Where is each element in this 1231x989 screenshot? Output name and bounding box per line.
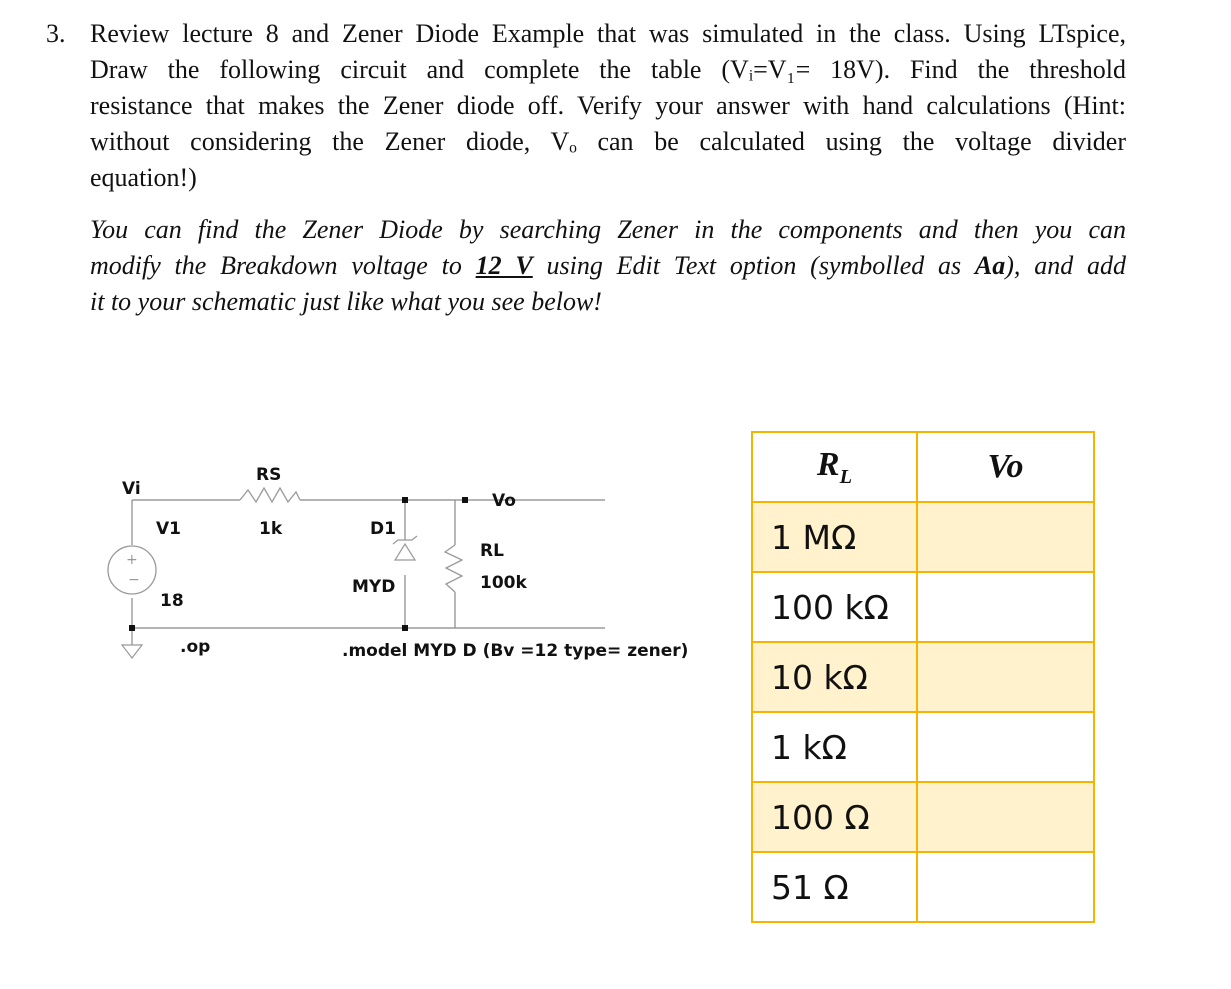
instruction-line: You can find the Zener Diode by searching Zener in the components and then you can	[90, 215, 1126, 244]
table-row	[752, 572, 1094, 642]
table-row	[752, 852, 1094, 922]
header-rl	[752, 432, 917, 502]
vo-cell	[917, 642, 1094, 712]
label-rs: RS	[256, 465, 282, 485]
zener-diode-d1	[393, 536, 417, 560]
vo-cell	[917, 572, 1094, 642]
question-line: without considering the Zener diode, Vₒ can be calculated using the voltage divider	[90, 127, 1126, 156]
question-line: equation!)	[90, 163, 197, 192]
instruction-text	[90, 212, 1126, 320]
question-line: Draw the following circuit and complete the table (Vᵢ=V₁= 18V). Find the threshold	[90, 55, 1126, 84]
question-text	[90, 16, 1126, 196]
rl-cell: 10 kΩ	[752, 642, 917, 712]
vo-cell	[917, 852, 1094, 922]
label-rl: RL	[480, 541, 504, 561]
label-model: .model MYD D (Bv =12 type= zener)	[342, 641, 689, 661]
resistor-rs	[240, 488, 300, 502]
label-v1: V1	[156, 519, 181, 539]
vo-cell	[917, 782, 1094, 852]
label-rl-value: 100k	[480, 573, 527, 593]
table-row	[752, 642, 1094, 712]
svg-text:+: +	[126, 552, 138, 568]
results-table	[751, 431, 1095, 923]
resistor-rl	[445, 545, 462, 592]
rl-cell: 51 Ω	[752, 852, 917, 922]
table-row	[752, 712, 1094, 782]
rl-cell: 100 kΩ	[752, 572, 917, 642]
vo-cell	[917, 712, 1094, 782]
table-row	[752, 502, 1094, 572]
breakdown-voltage: 12 V	[475, 251, 533, 280]
label-vo: Vo	[492, 491, 516, 511]
ground-icon	[122, 645, 142, 658]
header-rl-subscript: L	[839, 465, 853, 488]
instruction-fragment: modify the Breakdown voltage to	[90, 251, 476, 280]
instruction-line: it to your schematic just like what you see below!	[90, 287, 602, 316]
rl-cell: 1 kΩ	[752, 712, 917, 782]
rl-cell: 100 Ω	[752, 782, 917, 852]
question-line: resistance that makes the Zener diode off. Verify your answer with hand calculations (Hint:	[90, 91, 1126, 120]
instruction-fragment: ), and add	[1005, 251, 1126, 280]
label-d1-model: MYD	[352, 577, 396, 597]
vo-cell	[917, 502, 1094, 572]
label-d1: D1	[370, 519, 396, 539]
svg-text:−: −	[128, 572, 140, 588]
circuit-wires	[132, 500, 605, 645]
circuit-schematic	[100, 440, 740, 700]
header-vo: Vo	[917, 432, 1094, 502]
rl-cell: 1 MΩ	[752, 502, 917, 572]
header-rl-text: R	[816, 445, 840, 483]
instruction-line	[90, 248, 1126, 284]
instruction-fragment: using Edit Text option (symbolled as	[532, 251, 975, 280]
edit-text-symbol: Aa	[974, 251, 1006, 280]
label-op: .op	[180, 637, 211, 657]
label-v1-value: 18	[160, 591, 184, 611]
question-number: 3.	[46, 19, 66, 48]
label-rs-value: 1k	[259, 519, 283, 539]
table-header-row	[752, 432, 1094, 502]
question-line: Review lecture 8 and Zener Diode Example that was simulated in the class. Using LTspice,	[90, 19, 1126, 48]
table-row	[752, 782, 1094, 852]
label-vi: Vi	[122, 479, 141, 499]
